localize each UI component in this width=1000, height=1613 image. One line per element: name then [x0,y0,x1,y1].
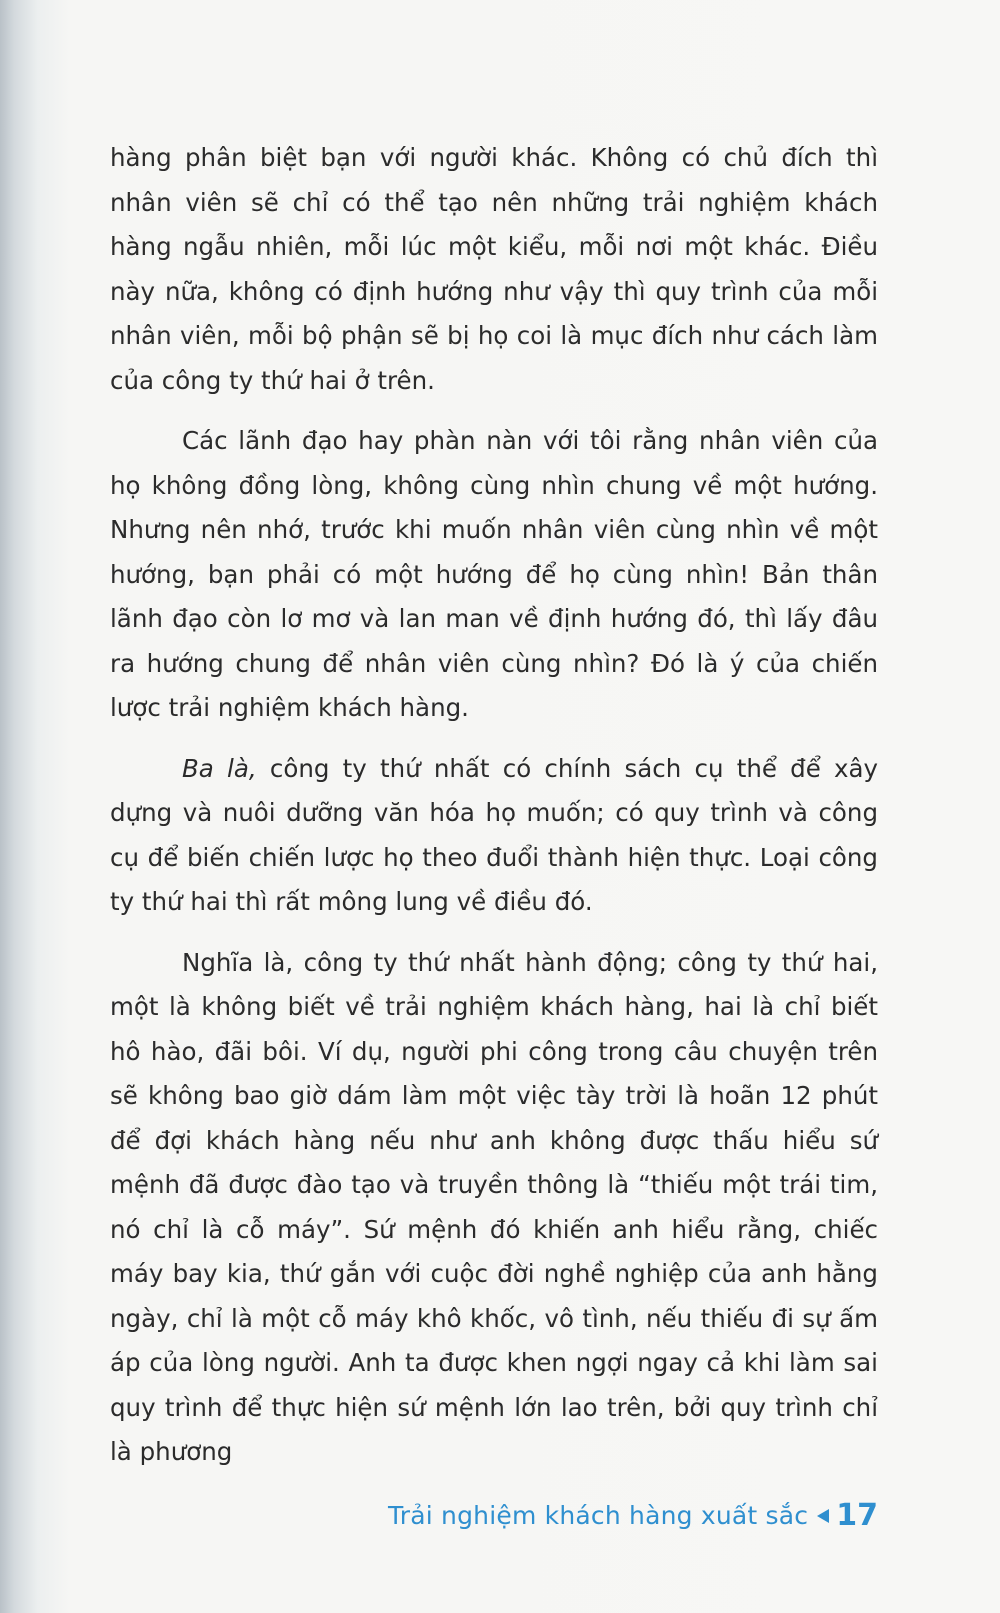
paragraph-4-text: Nghĩa là, công ty thứ nhất hành động; công ty thứ hai, một là không biết về trải nghiệm khách hàng, hai là chỉ biết hô hào, đãi bôi. Ví dụ, người phi công trong câu chuyện trên sẽ không bao giờ dám làm một việc tày trời là hoãn 12 phút để đợi khách hàng nếu như anh không được thấu hiểu sứ mệnh đã được đào tạo và truyền thông là “thiếu một trái tim, nó chỉ là cỗ máy”. Sứ mệnh đó khiến anh hiểu rằng, chiếc máy bay kia, thứ gắn với cuộc đời nghề nghiệp của anh hằng ngày, chỉ là một cỗ máy khô khốc, vô tình, nếu thiếu đi sự ấm áp của lòng người. Anh ta được khen ngợi ngay cả khi làm sai quy trình để thực hiện sứ mệnh lớn lao trên, bởi quy trình chỉ là phương [110,947,878,1466]
paragraph-3-lead: Ba là, [182,753,257,783]
page-number: 17 [836,1498,878,1533]
paragraph-2 [110,419,878,731]
body-text [110,136,878,1491]
paragraph-3 [110,747,878,925]
left-triangle-icon [817,1509,829,1523]
paragraph-4 [110,941,878,1475]
paragraph-2-text: Các lãnh đạo hay phàn nàn với tôi rằng nhân viên của họ không đồng lòng, không cùng nhìn chung về một hướng. Nhưng nên nhớ, trước khi muốn nhân viên cùng nhìn về một hướng, bạn phải có một hướng để họ cùng nhìn! Bản thân lãnh đạo còn lơ mơ và lan man về định hướng đó, thì lấy đâu ra hướng chung để nhân viên cùng nhìn? Đó là ý của chiến lược trải nghiệm khách hàng. [110,426,878,722]
book-title: Trải nghiệm khách hàng xuất sắc [387,1501,809,1530]
paragraph-3-text: công ty thứ nhất có chính sách cụ thể để xây dựng và nuôi dưỡng văn hóa họ muốn; có quy trình và công cụ để biến chiến lược họ theo đuổi thành hiện thực. Loại công ty thứ hai thì rất mông lung về điều đó. [110,753,878,916]
paragraph-1-text: hàng phân biệt bạn với người khác. Không có chủ đích thì nhân viên sẽ chỉ có thể tạo nên những trải nghiệm khách hàng ngẫu nhiên, mỗi lúc một kiểu, mỗi nơi một khác. Điều này nữa, không có định hướng như vậy thì quy trình của mỗi nhân viên, mỗi bộ phận sẽ bị họ coi là mục đích như cách làm của công ty thứ hai ở trên. [110,143,878,395]
paragraph-1 [110,136,878,403]
running-footer [388,1498,878,1533]
